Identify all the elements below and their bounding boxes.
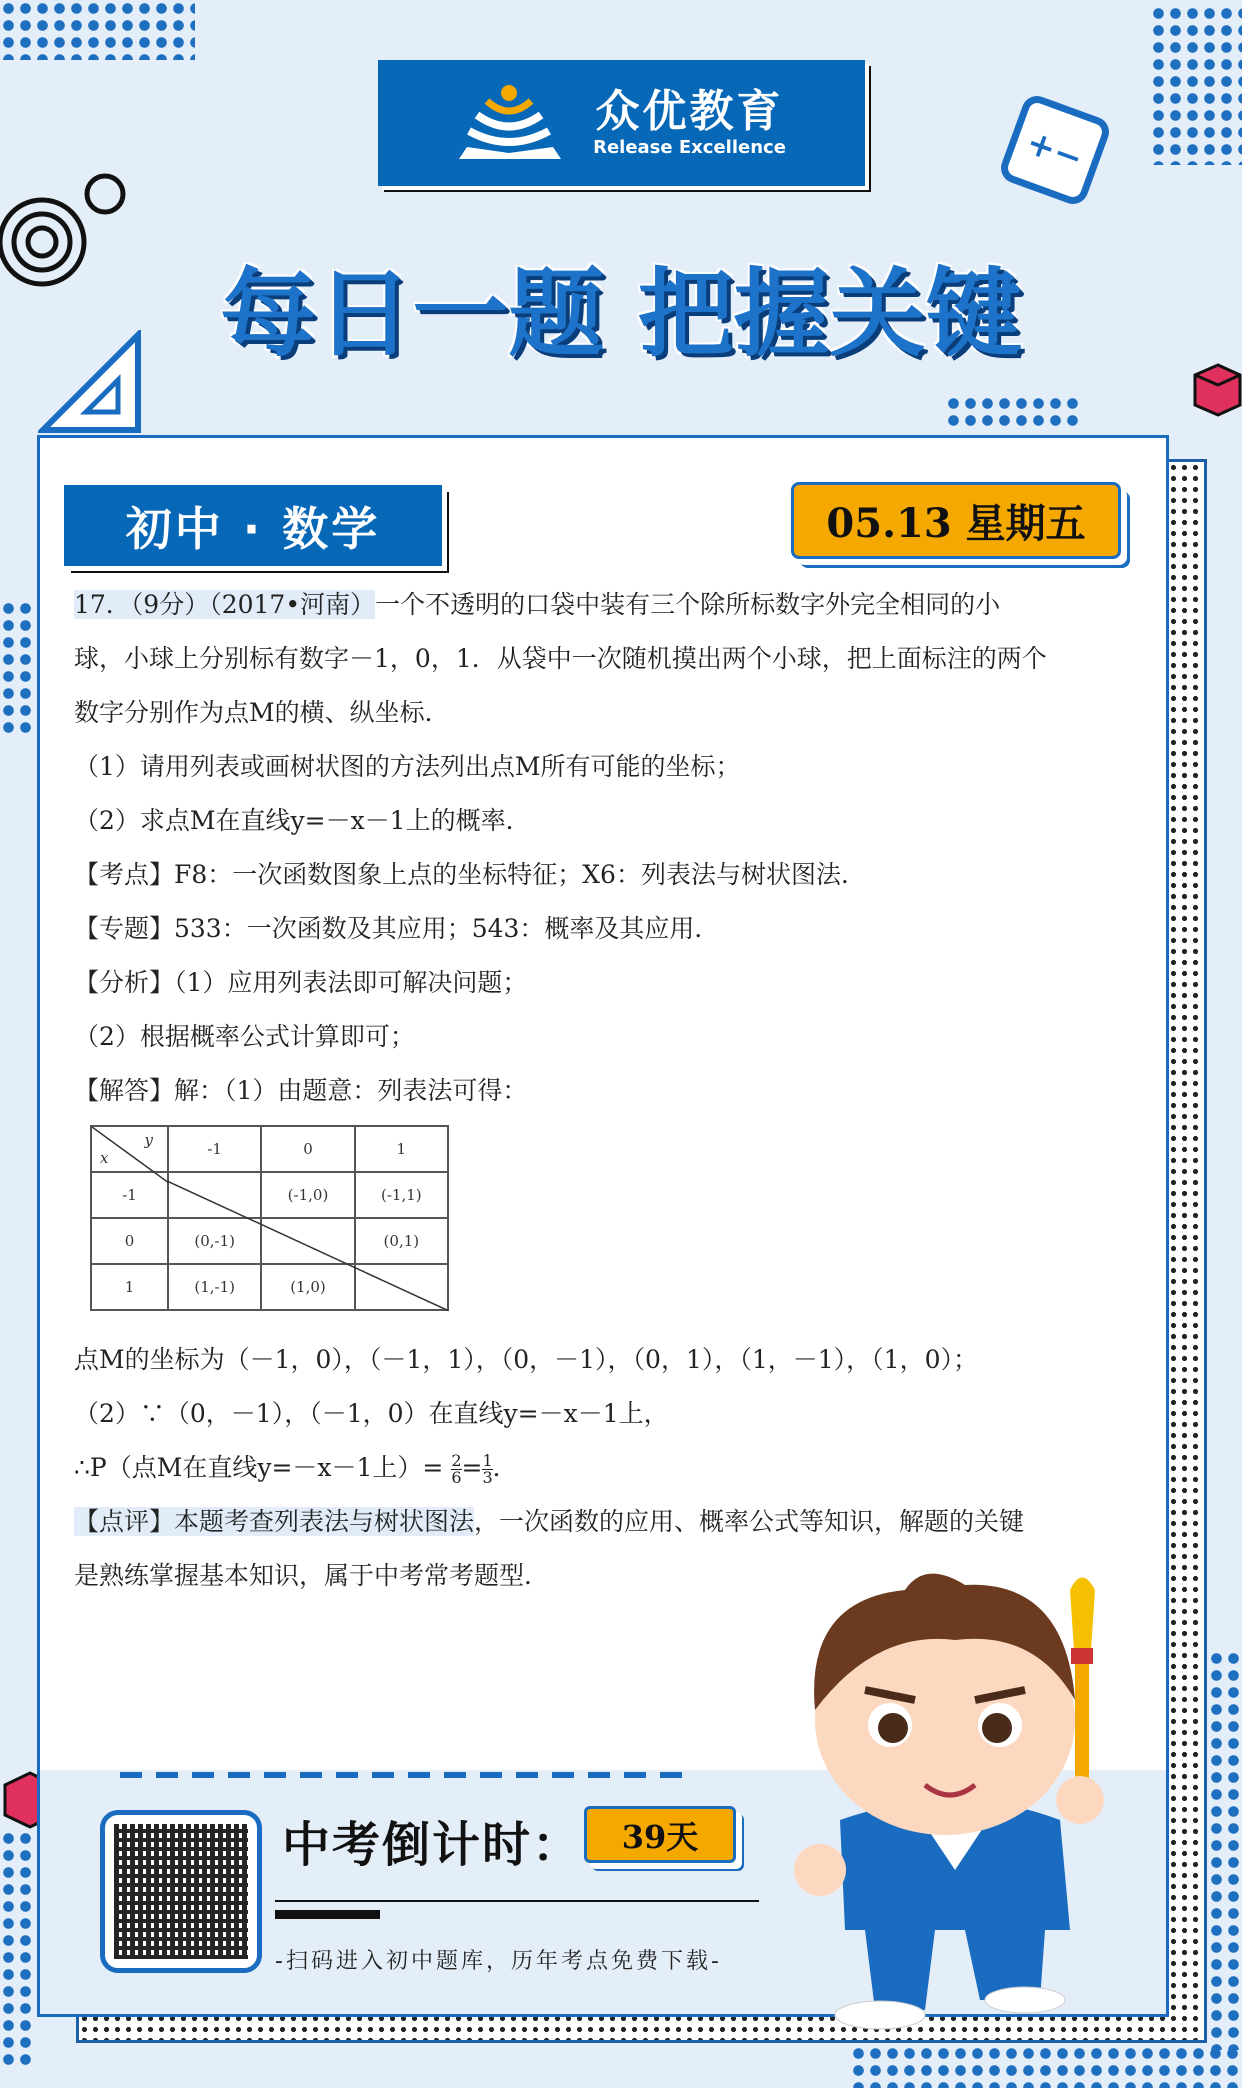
- calculator-icon: [995, 90, 1115, 210]
- decor-dots: [1150, 5, 1242, 165]
- knowledge-points: 【考点】F8：一次函数图象上点的坐标特征；X6：列表法与树状图法．: [74, 860, 866, 889]
- decor-dots: [850, 2045, 1242, 2088]
- divider-line: [275, 1900, 759, 1902]
- countdown-label: 中考倒计时：: [282, 1817, 583, 1873]
- denominator: 3: [482, 1468, 493, 1487]
- table-cell: (-1,0): [261, 1172, 354, 1218]
- question-text: 一个不透明的口袋中装有三个除所标数字外完全相同的小: [375, 590, 1001, 619]
- solution: 【解答】解：（1）由题意：列表法可得：: [74, 1076, 528, 1105]
- row-label: 1: [91, 1264, 168, 1310]
- table-cell: (1,-1): [168, 1264, 261, 1310]
- question-line: 球，小球上分别标有数字－1，0，1．从袋中一次随机摸出两个小球，把上面标注的两个: [74, 644, 1047, 673]
- analysis: 【分析】（1）应用列表法即可解决问题；: [74, 968, 528, 997]
- question-prefix: 17．（9分）（2017•河南）: [74, 590, 376, 619]
- days-badge: 39天: [584, 1806, 736, 1863]
- decor-dots: [0, 1830, 34, 2070]
- table-cell: (0,-1): [168, 1218, 261, 1264]
- table-header: 0: [261, 1126, 354, 1172]
- answer-part-2: （2）∵（0，－1），（－1，0）在直线y=－x－1上，: [74, 1399, 669, 1428]
- decor-dots: [0, 0, 195, 60]
- brand-name: 众优教育: [595, 86, 784, 137]
- comment-label: 【点评】本题考查列表法与树状图法: [74, 1507, 475, 1536]
- prob-text: ∴P（点M在直线y=－x－1上）=: [74, 1453, 444, 1482]
- logo-mark-icon: [457, 83, 567, 163]
- corner-y: y: [144, 1131, 153, 1149]
- svg-text:+−: +−: [1021, 122, 1089, 180]
- fraction: [482, 1453, 492, 1486]
- table-corner: [91, 1126, 168, 1172]
- table-cell: (-1,1): [355, 1172, 448, 1218]
- answer-probability: [74, 1451, 518, 1486]
- period: ．: [492, 1453, 518, 1482]
- equals: =: [461, 1453, 483, 1482]
- decor-dots: [1208, 1650, 1242, 2050]
- topic: 【专题】533：一次函数及其应用；543：概率及其应用．: [74, 914, 720, 943]
- numerator: 1: [482, 1451, 493, 1470]
- denominator: 6: [451, 1468, 462, 1487]
- subject-tag: 初中 · 数学: [64, 485, 442, 566]
- fraction: [451, 1453, 461, 1486]
- numerator: 2: [451, 1451, 462, 1470]
- comment: [74, 1505, 1024, 1539]
- qr-pattern: [114, 1824, 248, 1959]
- row-label: 0: [91, 1218, 168, 1264]
- table-cell: (1,0): [261, 1264, 354, 1310]
- mascot-boy-illustration: [785, 1570, 1130, 2030]
- decor-dots: [0, 600, 34, 735]
- table-cell: (0,1): [355, 1218, 448, 1264]
- qr-caption: -扫码进入初中题库，历年考点免费下载-: [275, 1949, 722, 1974]
- corner-x: x: [100, 1149, 109, 1167]
- date-badge: 05.13 星期五: [791, 482, 1121, 559]
- row-label: -1: [91, 1172, 168, 1218]
- comment-line-2: 是熟练掌握基本知识，属于中考常考题型．: [74, 1561, 550, 1590]
- headline: 每日一题 把握关键: [220, 258, 1022, 370]
- decor-dots: [945, 395, 1080, 429]
- table-header: 1: [355, 1126, 448, 1172]
- brand-logo: [378, 60, 865, 186]
- qr-code[interactable]: [100, 1810, 262, 1973]
- question-part-2: （2）求点M在直线y=－x－1上的概率．: [74, 806, 531, 835]
- analysis-2: （2）根据概率公式计算即可；: [74, 1022, 415, 1051]
- table-header-row: [91, 1126, 448, 1172]
- question-part-1: （1）请用列表或画树状图的方法列出点M所有可能的坐标；: [74, 752, 741, 781]
- dashed-divider: [120, 1772, 686, 1778]
- answer-coords: 点M的坐标为（－1，0），（－1，1），（0，－1），（0，1），（1，－1），（1，0）；: [74, 1345, 978, 1374]
- divider-bar: [275, 1910, 380, 1919]
- question-line: [74, 588, 1000, 622]
- comment-text: ，一次函数的应用、概率公式等知识，解题的关键: [474, 1507, 1025, 1536]
- brand-slogan: Release Excellence: [593, 137, 786, 158]
- question-line: 数字分别作为点M的横、纵坐标．: [74, 698, 450, 727]
- table-diagonal: [167, 1181, 449, 1311]
- table-header: -1: [168, 1126, 261, 1172]
